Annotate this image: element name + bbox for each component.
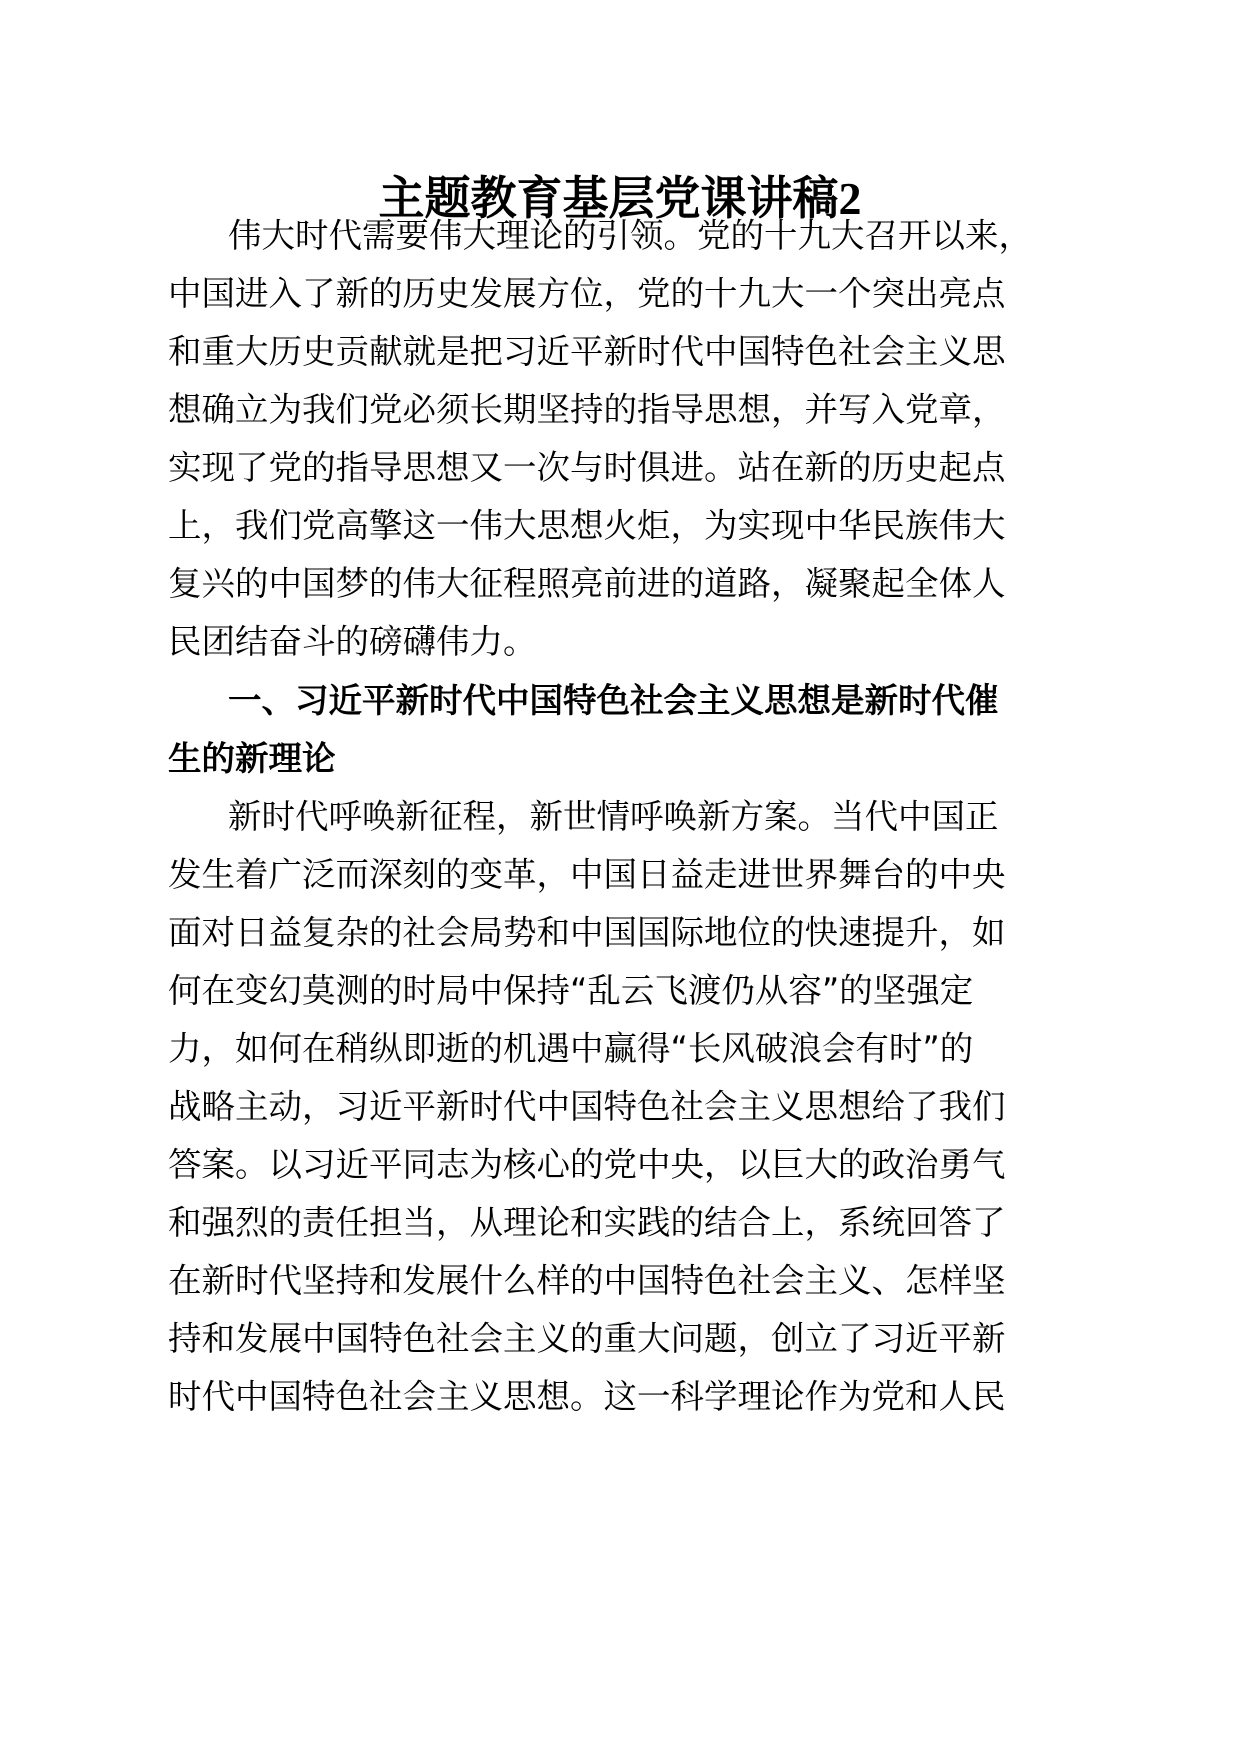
paragraph-line: 时代中国特色社会主义思想。这一科学理论作为党和人民 [168, 1377, 1006, 1416]
paragraph-line: 和重大历史贡献就是把习近平新时代中国特色社会主义思 [168, 332, 1006, 371]
paragraph-line: 实现了党的指导思想又一次与时俱进。站在新的历史起点 [168, 448, 1006, 487]
paragraph-line: 伟大时代需要伟大理论的引领。党的十九大召开以来， [228, 216, 1032, 255]
paragraph-line: 中国进入了新的历史发展方位，党的十九大一个突出亮点 [168, 274, 1006, 313]
paragraph-line: 何在变幻莫测的时局中保持“乱云飞渡仍从容”的坚强定 [168, 971, 974, 1010]
document-title-text: 主题教育基层党课讲稿 [378, 171, 839, 225]
paragraph-line: 和强烈的责任担当，从理论和实践的结合上，系统回答了 [168, 1203, 1006, 1242]
paragraph-line: 持和发展中国特色社会主义的重大问题，创立了习近平新 [168, 1319, 1006, 1358]
paragraph-line: 民团结奋斗的磅礴伟力。 [168, 622, 537, 661]
paragraph-line: 战略主动，习近平新时代中国特色社会主义思想给了我们 [168, 1087, 1006, 1126]
section-heading-line: 一、习近平新时代中国特色社会主义思想是新时代催 [228, 681, 999, 720]
section-heading-line: 生的新理论 [168, 739, 336, 778]
paragraph-line: 在新时代坚持和发展什么样的中国特色社会主义、怎样坚 [168, 1261, 1006, 1300]
paragraph-line: 发生着广泛而深刻的变革，中国日益走进世界舞台的中央 [168, 855, 1006, 894]
document-title-number: 2 [838, 173, 862, 224]
paragraph-line: 答案。以习近平同志为核心的党中央，以巨大的政治勇气 [168, 1145, 1006, 1184]
paragraph-line: 新时代呼唤新征程，新世情呼唤新方案。当代中国正 [228, 797, 999, 836]
paragraph-line: 想确立为我们党必须长期坚持的指导思想，并写入党章， [168, 390, 1006, 429]
paragraph-line: 复兴的中国梦的伟大征程照亮前进的道路，凝聚起全体人 [168, 564, 1006, 603]
paragraph-line: 面对日益复杂的社会局势和中国国际地位的快速提升，如 [168, 913, 1006, 952]
paragraph-line: 力，如何在稍纵即逝的机遇中赢得“长风破浪会有时”的 [168, 1029, 974, 1068]
paragraph-line: 上，我们党高擎这一伟大思想火炬，为实现中华民族伟大 [168, 506, 1006, 545]
